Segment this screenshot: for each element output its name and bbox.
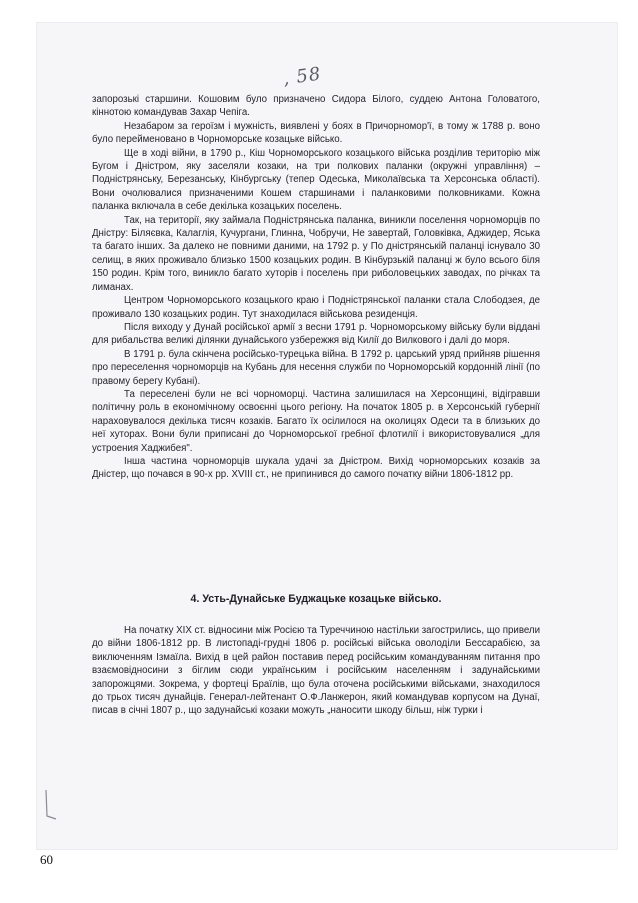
paragraph: Інша частина чорноморців шукала удачі за Дністром. Вихід чорноморських козаків за Дністер, що почався в 90-х рр. XVIII ст., не припинився до самого початку війни 1806-1812 рр.: [92, 455, 540, 481]
scan-edge-mark-icon: [44, 790, 58, 820]
paragraph: На початку XIX ст. відносини між Росією та Туреччиною настільки загострились, що привели до війни 1806-1812 рр. В листопаді-грудні 1806 р. російські війська оволоділи Бессарабією, за виключенням Ізмаїла. Вихід в цей район поставив перед російським командуванням питання про взаємовідносини з біглим сюди українським і російським населенням і задунайськими запорожцями. Зокрема, у фортеці Браїлів, що була оточена російськими військами, знаходилося до трьох тисяч дунайців. Генерал-лейтенант О.Ф.Ланжерон, який командував корпусом на Дунаї, писав в січні 1807 р., що задунайські козаки можуть „наносити шкоду більш, ніж турки і: [92, 625, 540, 717]
paragraph: В 1791 р. була скінчена російсько-турецька війна. В 1792 р. царський уряд прийняв рішення про переселення чорноморців на Кубань для несення служби по Чорноморській кордонній лінії (по правому берегу Кубані).: [92, 348, 540, 387]
paragraph: Після виходу у Дунай російської армії з весни 1791 р. Чорноморському війську були віддані для рибальства великі ділянки дунайського узбережжя від Килії до Вилкового і далі до моря.: [92, 321, 540, 347]
paragraph: запорозькі старшини. Кошовим було призначено Сидора Білого, суддею Антона Головатого, кіннотою командував Захар Чепіга.: [92, 94, 540, 119]
section-heading: 4. Усть-Дунайське Буджацьке козацьке військо.: [190, 593, 442, 605]
body-text-upper: [92, 93, 540, 482]
body-text-lower: [92, 624, 540, 718]
handwritten-page-note: , 58: [281, 63, 323, 90]
paragraph: Незабаром за героїзм і мужність, виявлені у боях в Причорномор'ї, в тому ж 1788 р. воно було перейменовано в Чорноморське козацьке військо.: [92, 120, 540, 146]
paragraph: Центром Чорноморського козацького краю і Подністрянської паланки стала Слободзея, де проживало 130 козацьких родин. Тут знаходилася військова резиденція.: [92, 295, 540, 320]
paragraph: Та переселені були не всі чорноморці. Частина залишилася на Херсонщині, відігравши політичну роль в економічному освоєнні цього регіону. На початок 1805 р. в Херсонській губернії нараховувалося декілька тисяч козаків. Багато їх осілилося на околицях Одеси та в близьких до неї хуторах. Вони були приписані до Чорноморської гребної флотилії і використовувалися „для устроения Хаджибея".: [92, 388, 540, 454]
page-number: 60: [40, 852, 53, 867]
paragraph: Ще в ході війни, в 1790 р., Кіш Чорноморського козацького війська розділив територію між Бугом і Дністром, яку заселяли козаки, на три полкових паланки (окружні управління) – Подністрянську, Березанську, Кінбургську (тепер Одеська, Миколаївська та Херсонська області). Вони очолювалися призначеними Кошем старшинами і паланковими полковниками. Кожна паланка включала в себе декілька козацьких поселень.: [92, 147, 540, 213]
paragraph: Так, на території, яку займала Подністрянська паланка, виникли поселення чорноморців по Дністру: Біляєвка, Калаглія, Кучургани, Глинна, Чобручи, Не завертай, Головківка, Аджидер, Яська та багато інших. За далеко не повними даними, на 1792 р. у По дністрянській паланці існувало 30 селищ, в яких проживало близько 1500 козацьких родин. В Кінбурзькій паланці ж було всього біля 150 родин. Крім того, виникло багато хуторів і поселень при риболовецьких заводах, по річках та лиманах.: [92, 214, 540, 293]
